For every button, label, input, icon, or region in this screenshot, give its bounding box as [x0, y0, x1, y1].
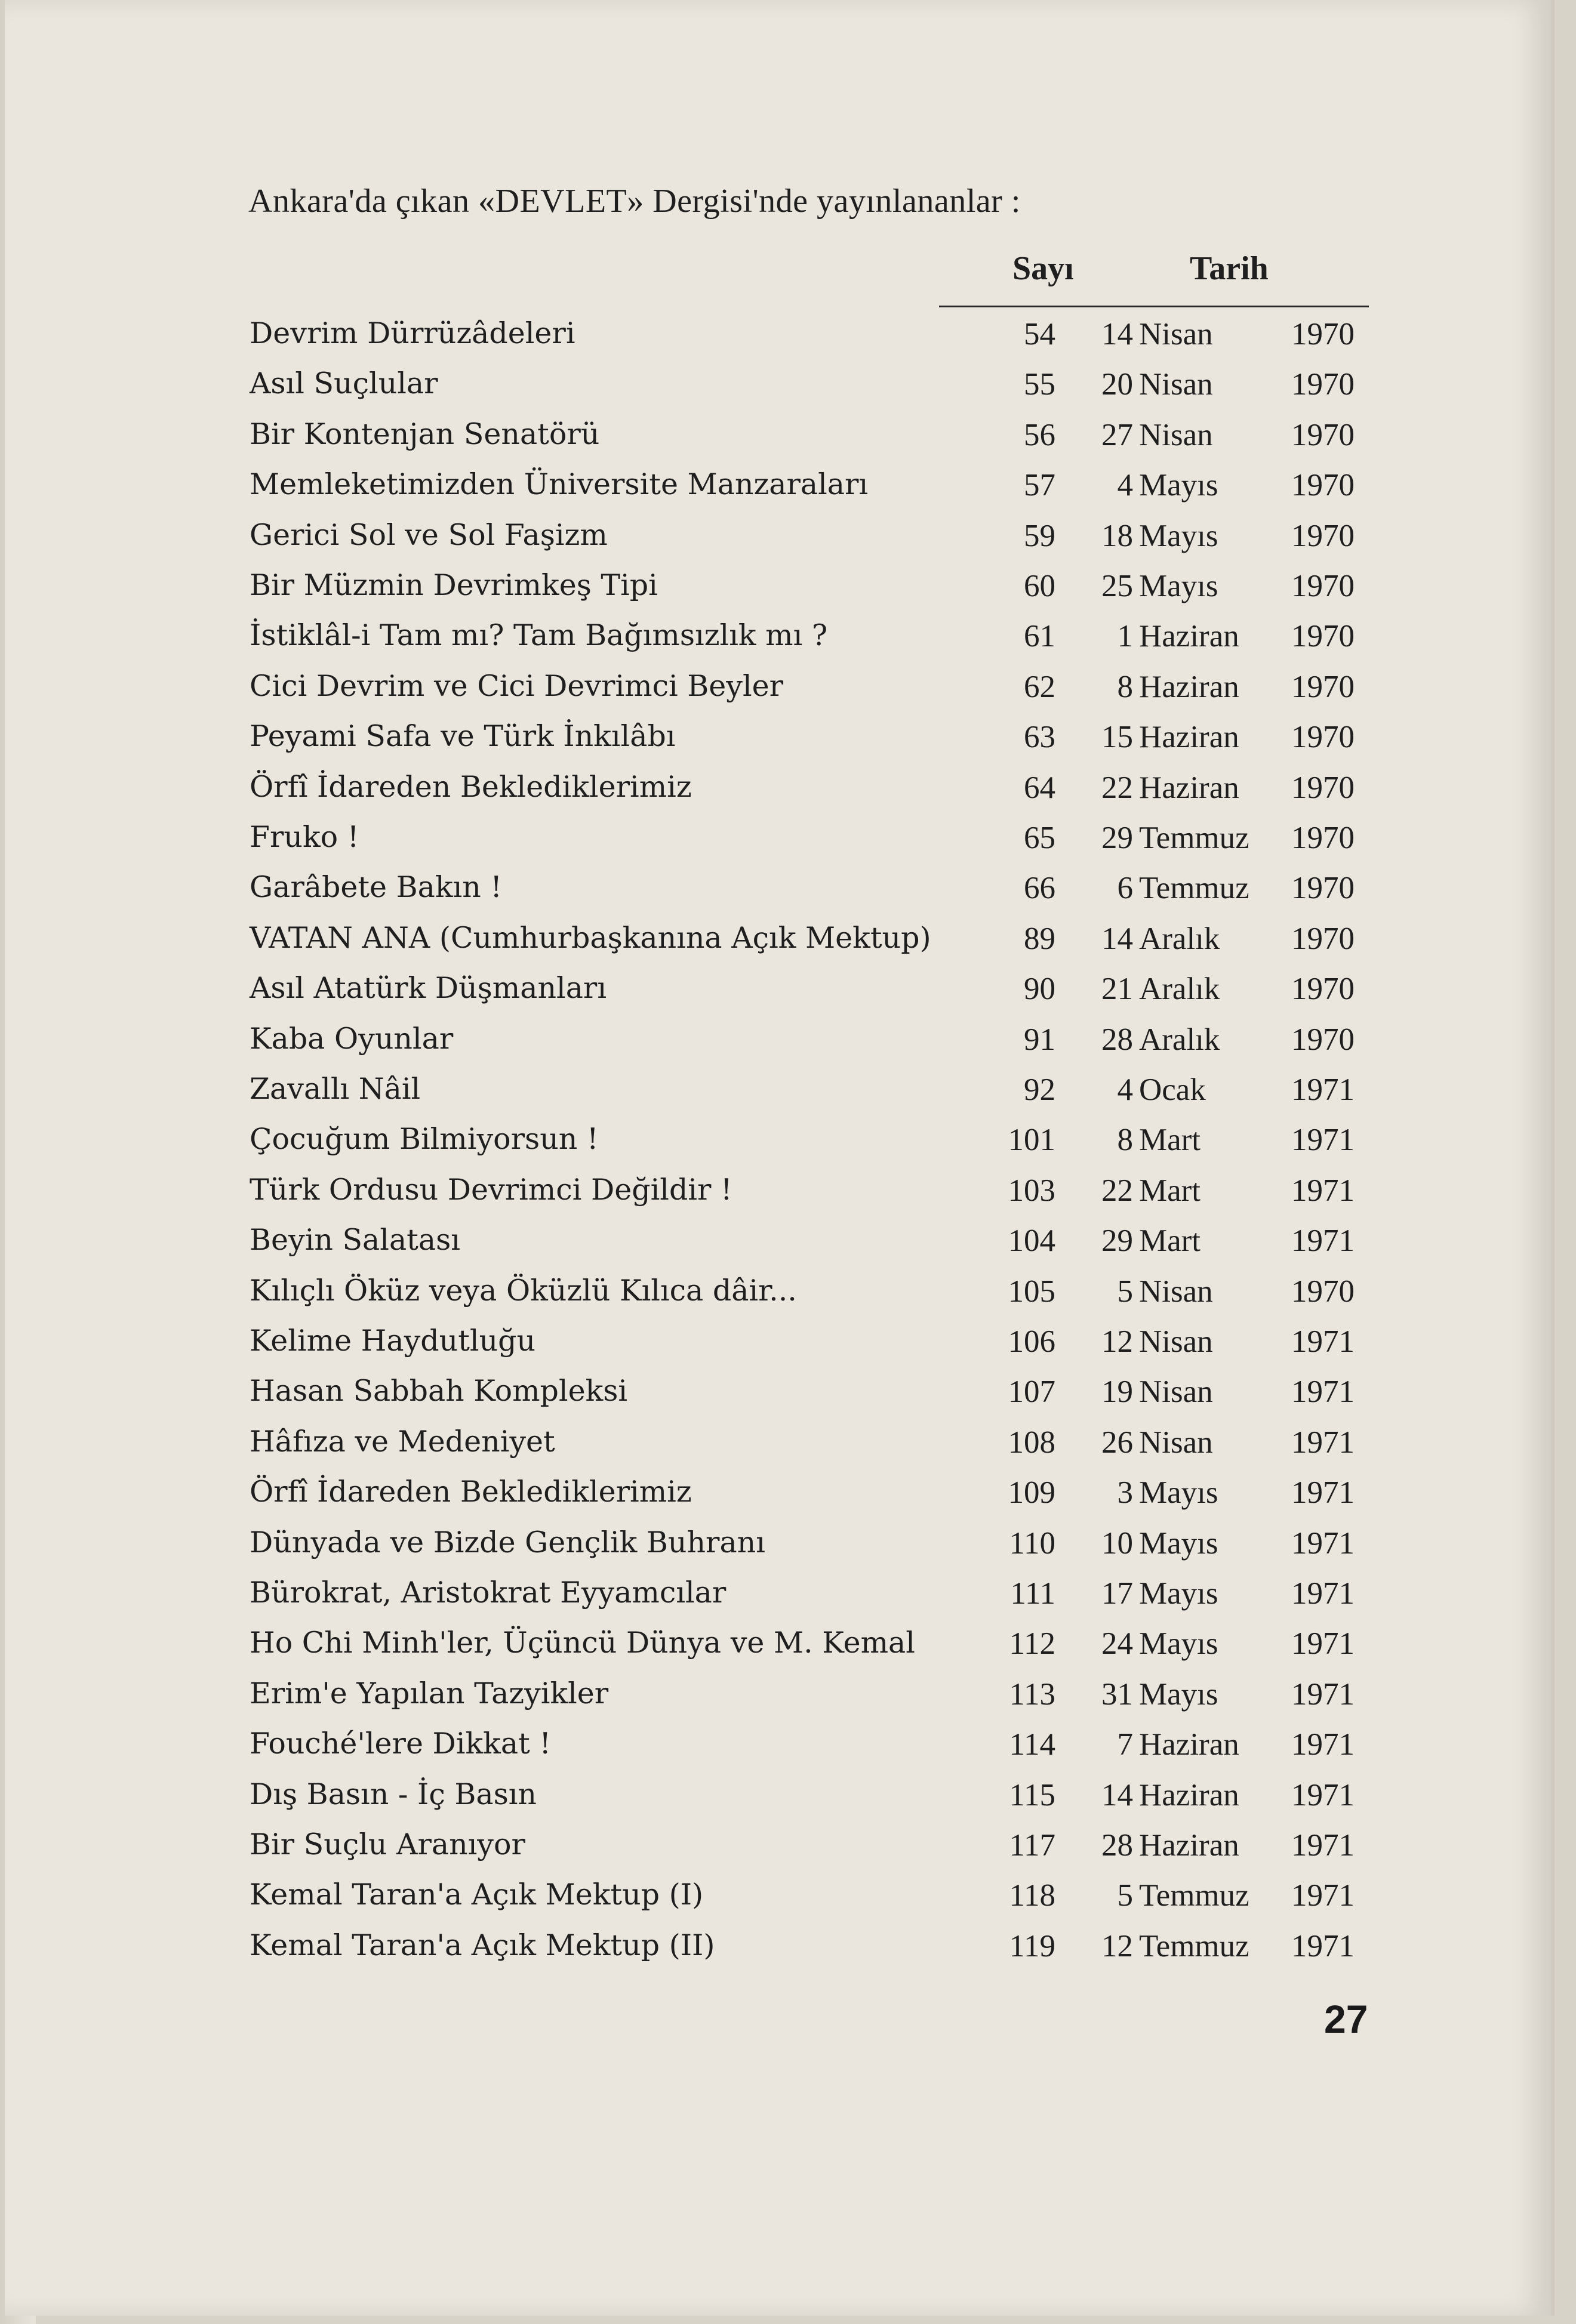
issue-number: 115 [1009, 1777, 1055, 1813]
date-year: 1970 [1291, 669, 1355, 704]
date-month: Temmuz [1139, 821, 1249, 855]
article-title: Peyami Safa ve Türk İnkılâbı [250, 719, 676, 754]
date-year: 1971 [1291, 1072, 1355, 1107]
table-row [5, 1727, 1551, 1777]
table-row [5, 1022, 1551, 1072]
article-title: Kılıçlı Öküz veya Öküzlü Kılıca dâir... [250, 1273, 797, 1308]
date-day: 20 [1101, 367, 1133, 402]
article-title: Bir Suçlu Aranıyor [250, 1827, 525, 1861]
date-year: 1970 [1291, 921, 1355, 956]
date-day: 25 [1101, 569, 1133, 603]
date-day: 22 [1101, 770, 1133, 805]
date-month: Mayıs [1139, 569, 1218, 603]
date-year: 1970 [1291, 1022, 1355, 1057]
date-day: 4 [1117, 1072, 1133, 1107]
date-year: 1970 [1291, 972, 1355, 1007]
table-row [5, 719, 1551, 769]
issue-number: 101 [1008, 1123, 1055, 1158]
article-title: Hâfıza ve Medeniyet [250, 1424, 555, 1459]
header-rule [939, 306, 1369, 307]
article-title: Kemal Taran'a Açık Mektup (II) [250, 1928, 715, 1962]
date-day: 5 [1117, 1878, 1133, 1913]
date-year: 1971 [1291, 1676, 1355, 1712]
issue-number: 54 [1024, 317, 1055, 352]
table-row [5, 1777, 1551, 1827]
issue-number: 62 [1024, 669, 1055, 704]
article-title: Örfî İdareden Beklediklerimiz [250, 1475, 692, 1509]
issue-number: 119 [1009, 1928, 1055, 1964]
date-year: 1970 [1291, 1274, 1355, 1309]
table-row [5, 1827, 1551, 1878]
date-month: Nisan [1139, 1274, 1213, 1309]
issue-number: 106 [1008, 1324, 1055, 1359]
issue-number: 92 [1024, 1072, 1055, 1107]
date-day: 12 [1101, 1324, 1133, 1359]
article-title: Bir Kontenjan Senatörü [250, 417, 600, 451]
date-month: Mayıs [1139, 468, 1218, 503]
date-day: 29 [1101, 821, 1133, 855]
article-title: Kaba Oyunlar [250, 1021, 454, 1056]
date-month: Ocak [1139, 1072, 1206, 1107]
date-year: 1971 [1291, 1425, 1355, 1460]
issue-number: 63 [1024, 720, 1055, 755]
date-month: Temmuz [1139, 1928, 1249, 1964]
table-row [5, 618, 1551, 668]
issue-number: 105 [1008, 1274, 1055, 1309]
article-title: Örfî İdareden Beklediklerimiz [250, 769, 692, 804]
date-day: 28 [1101, 1022, 1133, 1057]
date-day: 26 [1101, 1425, 1133, 1460]
issue-number: 59 [1024, 518, 1055, 553]
issue-number: 112 [1009, 1626, 1055, 1662]
table-row [5, 820, 1551, 870]
table-row [5, 1878, 1551, 1928]
date-day: 4 [1117, 468, 1133, 503]
date-year: 1970 [1291, 569, 1355, 603]
article-title: Dünyada ve Bizde Gençlik Buhranı [250, 1525, 765, 1559]
article-title: Asıl Atatürk Düşmanları [250, 971, 607, 1006]
article-title: Cici Devrim ve Cici Devrimci Beyler [250, 668, 784, 703]
column-header-issue: Sayı [1012, 250, 1074, 287]
article-title: Fouché'lere Dikkat ! [250, 1727, 552, 1761]
date-month: Haziran [1139, 1777, 1239, 1813]
date-year: 1971 [1291, 1878, 1355, 1913]
issue-number: 64 [1024, 770, 1055, 805]
table-row [5, 1173, 1551, 1223]
article-title: Kemal Taran'a Açık Mektup (I) [250, 1878, 704, 1912]
date-year: 1970 [1291, 417, 1355, 452]
article-title: VATAN ANA (Cumhurbaşkanına Açık Mektup) [250, 920, 931, 955]
table-row [5, 870, 1551, 920]
date-day: 15 [1101, 720, 1133, 755]
date-year: 1971 [1291, 1727, 1355, 1762]
table-row [5, 1928, 1551, 1978]
date-month: Mart [1139, 1223, 1201, 1259]
date-month: Haziran [1139, 770, 1239, 805]
table-row [5, 770, 1551, 820]
issue-number: 108 [1008, 1425, 1055, 1460]
date-month: Mayıs [1139, 1475, 1218, 1511]
date-month: Haziran [1139, 669, 1239, 704]
date-year: 1971 [1291, 1374, 1355, 1410]
date-day: 18 [1101, 518, 1133, 553]
date-day: 5 [1117, 1274, 1133, 1309]
date-day: 21 [1101, 972, 1133, 1007]
date-day: 22 [1101, 1173, 1133, 1208]
date-year: 1971 [1291, 1626, 1355, 1662]
issue-number: 55 [1024, 367, 1055, 402]
date-day: 31 [1101, 1676, 1133, 1712]
issue-number: 117 [1009, 1828, 1055, 1863]
date-month: Nisan [1139, 1324, 1213, 1359]
date-month: Mayıs [1139, 1576, 1218, 1611]
date-month: Mayıs [1139, 1676, 1218, 1712]
date-year: 1971 [1291, 1173, 1355, 1208]
article-title: Ho Chi Minh'ler, Üçüncü Dünya ve M. Kemal [250, 1626, 915, 1660]
date-day: 19 [1101, 1374, 1133, 1410]
issue-number: 111 [1010, 1576, 1055, 1611]
issue-number: 118 [1009, 1878, 1055, 1913]
article-title: Devrim Dürrüzâdeleri [250, 316, 575, 350]
issue-number: 56 [1024, 417, 1055, 452]
page-number: 27 [1324, 1997, 1368, 2041]
article-title: Bir Müzmin Devrimkeş Tipi [250, 568, 658, 602]
date-year: 1971 [1291, 1525, 1355, 1561]
table-row [5, 1475, 1551, 1525]
table-row [5, 417, 1551, 467]
issue-number: 113 [1009, 1676, 1055, 1712]
date-month: Nisan [1139, 1374, 1213, 1410]
table-row [5, 1676, 1551, 1727]
article-title: Gerici Sol ve Sol Faşizm [250, 517, 608, 552]
date-month: Haziran [1139, 1828, 1239, 1863]
date-year: 1970 [1291, 770, 1355, 805]
table-row [5, 1274, 1551, 1324]
date-year: 1970 [1291, 367, 1355, 402]
issue-number: 65 [1024, 821, 1055, 855]
article-title: İstiklâl-i Tam mı? Tam Bağımsızlık mı ? [250, 618, 828, 653]
date-day: 14 [1101, 921, 1133, 956]
date-day: 17 [1101, 1576, 1133, 1611]
article-title: Dış Basın - İç Basın [250, 1777, 537, 1811]
date-year: 1970 [1291, 518, 1355, 553]
date-month: Aralık [1139, 921, 1220, 956]
table-row [5, 971, 1551, 1021]
date-day: 8 [1117, 1123, 1133, 1158]
issue-number: 109 [1008, 1475, 1055, 1511]
article-title: Memleketimizden Üniversite Manzaraları [250, 467, 869, 502]
date-day: 24 [1101, 1626, 1133, 1662]
table-row [5, 467, 1551, 517]
date-month: Temmuz [1139, 871, 1249, 906]
issue-number: 114 [1009, 1727, 1055, 1762]
page-heading: Ankara'da çıkan «DEVLET» Dergisi'nde yayınlananlar : [248, 183, 1021, 220]
date-year: 1970 [1291, 871, 1355, 906]
table-row [5, 1425, 1551, 1475]
date-month: Nisan [1139, 1425, 1213, 1460]
date-year: 1970 [1291, 720, 1355, 755]
issue-number: 91 [1024, 1022, 1055, 1057]
table-row [5, 1576, 1551, 1626]
article-title: Garâbete Bakın ! [250, 870, 503, 905]
date-month: Nisan [1139, 317, 1213, 352]
table-row [5, 1626, 1551, 1676]
date-day: 27 [1101, 417, 1133, 452]
article-title: Erim'e Yapılan Tazyikler [250, 1676, 609, 1710]
date-month: Mayıs [1139, 1525, 1218, 1561]
date-month: Aralık [1139, 972, 1220, 1007]
date-year: 1971 [1291, 1828, 1355, 1863]
date-year: 1971 [1291, 1576, 1355, 1611]
date-month: Temmuz [1139, 1878, 1249, 1913]
date-year: 1971 [1291, 1777, 1355, 1813]
table-row [5, 669, 1551, 719]
date-month: Aralık [1139, 1022, 1220, 1057]
table-row [5, 568, 1551, 618]
table-row [5, 1122, 1551, 1172]
article-title: Hasan Sabbah Kompleksi [250, 1374, 628, 1408]
table-row [5, 518, 1551, 568]
article-title: Çocuğum Bilmiyorsun ! [250, 1122, 599, 1157]
article-title: Zavallı Nâil [250, 1072, 421, 1106]
date-year: 1970 [1291, 619, 1355, 654]
date-month: Nisan [1139, 367, 1213, 402]
date-month: Haziran [1139, 1727, 1239, 1762]
table-row [5, 1223, 1551, 1273]
column-header-date: Tarih [1190, 250, 1269, 287]
date-month: Mart [1139, 1123, 1201, 1158]
date-day: 7 [1117, 1727, 1133, 1762]
date-month: Mart [1139, 1173, 1201, 1208]
date-day: 6 [1117, 871, 1133, 906]
date-month: Mayıs [1139, 1626, 1218, 1662]
date-day: 1 [1117, 619, 1133, 654]
article-title: Fruko ! [250, 820, 359, 854]
date-month: Nisan [1139, 417, 1213, 452]
article-title: Asıl Suçlular [250, 366, 438, 401]
issue-number: 89 [1024, 921, 1055, 956]
date-year: 1970 [1291, 317, 1355, 352]
issue-number: 103 [1008, 1173, 1055, 1208]
date-month: Mayıs [1139, 518, 1218, 553]
issue-number: 110 [1009, 1525, 1055, 1561]
issue-number: 57 [1024, 468, 1055, 503]
issue-number: 60 [1024, 569, 1055, 603]
table-row [5, 1525, 1551, 1576]
date-year: 1971 [1291, 1223, 1355, 1259]
article-title: Kelime Haydutluğu [250, 1324, 536, 1358]
date-day: 29 [1101, 1223, 1133, 1259]
table-row [5, 1324, 1551, 1374]
date-day: 10 [1101, 1525, 1133, 1561]
date-year: 1970 [1291, 468, 1355, 503]
date-year: 1971 [1291, 1324, 1355, 1359]
issue-number: 61 [1024, 619, 1055, 654]
issue-number: 90 [1024, 972, 1055, 1007]
table-row [5, 1374, 1551, 1424]
article-title: Türk Ordusu Devrimci Değildir ! [250, 1172, 732, 1207]
table-row [5, 921, 1551, 971]
date-day: 8 [1117, 669, 1133, 704]
date-day: 12 [1101, 1928, 1133, 1964]
date-day: 14 [1101, 317, 1133, 352]
book-page [5, 0, 1555, 2316]
table-row [5, 1072, 1551, 1122]
date-year: 1970 [1291, 821, 1355, 855]
date-year: 1971 [1291, 1928, 1355, 1964]
date-day: 14 [1101, 1777, 1133, 1813]
date-year: 1971 [1291, 1123, 1355, 1158]
issue-number: 66 [1024, 871, 1055, 906]
date-month: Haziran [1139, 720, 1239, 755]
article-title: Beyin Salatası [250, 1223, 460, 1257]
table-row [5, 316, 1551, 366]
date-day: 3 [1117, 1475, 1133, 1511]
article-title: Bürokrat, Aristokrat Eyyamcılar [250, 1576, 727, 1610]
date-year: 1971 [1291, 1475, 1355, 1511]
date-day: 28 [1101, 1828, 1133, 1863]
issue-number: 107 [1008, 1374, 1055, 1410]
table-row [5, 366, 1551, 417]
date-month: Haziran [1139, 619, 1239, 654]
issue-number: 104 [1008, 1223, 1055, 1259]
